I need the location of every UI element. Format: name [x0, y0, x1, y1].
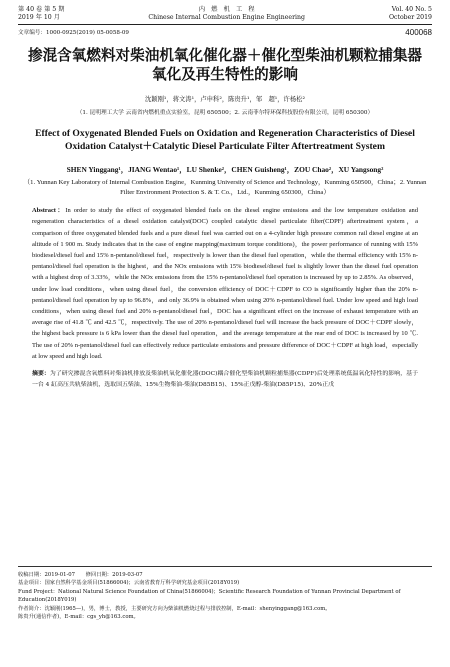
- journal-name-en: Chinese Internal Combustion Engine Engineering: [148, 14, 305, 21]
- header-left: [18, 6, 64, 22]
- fund-cn: 基金项目：国家自然科学基金项目(51866004)；云南省教育厅科学研究基金项目(2018Y019): [18, 580, 240, 587]
- abstract-label: Abstract：: [32, 207, 66, 215]
- abstract-text: In order to study the effect of oxygenated blended fuels on the diesel engine emissions and the low temperature oxidation and regeneration characteristics of a diesel oxidation catalyst(DOC) coupled catalytic diesel particulate filter(CDPF) aftertreatment system，a comparison of three oxygenated blended fuels and a pure diesel fuel was carried out on a 4-cylinder high pressure common rail diesel engine at an altitude of 1 900 m. Study indicates that in the case of engine mapping(maximum torque conditions)，the power performance of running with 15% biodiesel/diesel fuel and 15% n-pentanol/diesel fuel，respectively is lower than the diesel fuel operation，while the thermal efficiency with 15% n-pentanol/diesel fuel operation is the highest，and the NOx emissions with 15% biodiesel/diesel fuel is slightly lower than the diesel fuel operation with a highest drop of 3.33%，while the NOx emissions from the 15% n-pentanol/diesel fuel operation is increased by up to 2.85%. As observed，under low load conditions，when using diesel fuel，the conversion efficiency of DOC＋CDPF to CO is significantly higher than the 20% n-pentanol/diesel fuel operation by up to 96.8%，and only 36.9% is obtained when using 20% n-pentanol/diesel fuel. Under low speed and high load conditions，when using diesel fuel and 20% n-pentanol/diesel fuel，DOC has a significant effect on the increase of exhaust temperature with an average rise of 41.8 ℃ and 42.5 ℃，respectively. The use of 20% n-pentanol/diesel fuel will increase the back pressure of DOC＋CDPF slowly，the highest back pressure is 6 kPa lower than the diesel fuel operation，and the average temperature at the rear end of DOC is increased by 10 ℃. The use of 20% n-pentanol/diesel fuel can effectively reduce particulate emissions and pressure difference of DOC＋CDPF at high load，especially at low speed and high load.: [32, 207, 418, 360]
- journal-name-cn: 内 燃 机 工 程: [198, 6, 255, 13]
- chinese-abstract-text: 为了研究掺混含氧燃料对柴油机排放及柴油机氧化催化器(DOC)耦合催化型柴油机颗粒捕集器(CDPF)后处理系统低温氧化特性的影响，基于一台 4 缸高压共轨柴油机，选取国五柴油、15%生物柴油-柴油(D85B15)、15%正戊醇-柴油(D85P15)、20%正戊: [32, 371, 418, 389]
- fund-en: Fund Project：National Natural Science Foundation of China(51866004)；Scientific Research Foundation of Yunnan Provincial Department of Education(2018Y019): [18, 588, 401, 604]
- volume-issue-en: Vol. 40 No. 5: [391, 6, 432, 13]
- volume-issue-cn: 第 40 卷 第 5 期: [18, 6, 65, 13]
- chinese-abstract-label: 摘要：: [32, 371, 50, 378]
- header-right: [389, 6, 432, 22]
- date-en: October 2019: [388, 14, 432, 21]
- english-affiliation: （1. Yunnan Key Laboratory of Internal Combustion Engine，Kunming University of Science and Technology，Kunming 650500，China；2. Yunnan Filter Environment Protection S. & T. Co.，Ltd.，Kunming 650300，China）: [23, 179, 427, 196]
- header-rule: [18, 24, 432, 25]
- chinese-authors: 沈颖刚¹，蒋文涛¹，卢申科²，陈贵升¹，邹 超¹，许杨松²: [145, 96, 305, 103]
- chinese-affiliation: （1. 昆明理工大学 云南省内燃机重点实验室，昆明 650500；2. 云南菲尔特环保科技股份有限公司，昆明 650300）: [76, 110, 374, 116]
- running-header: [18, 0, 432, 22]
- english-abstract: [32, 205, 418, 362]
- date-cn: 2019 年 10 月: [18, 14, 60, 21]
- corresponding-author: 陈贵升(通信作者)，E-mail：cgs_yh@163.com。: [18, 614, 139, 621]
- author-bio: 作者简介：沈颖刚(1965—)，男，博士，教授，主要研究方向为柴油机燃烧过程与排放控制，E-mail：shenyinggang@163.com。: [18, 605, 331, 612]
- header-center: [148, 6, 305, 22]
- article-code: 400068: [405, 28, 432, 37]
- chinese-title: 掺混含氧燃料对柴油机氧化催化器＋催化型柴油机颗粒捕集器氧化及再生特性的影响: [27, 47, 423, 83]
- english-title: Effect of Oxygenated Blended Fuels on Oxidation and Regeneration Characteristics of Diesel Oxidation Catalyst＋Catalytic Diesel Particulate Filter Aftertreatment System: [35, 128, 415, 152]
- english-authors: SHEN Yinggang¹，JIANG Wentao¹，LU Shenke²，CHEN Guisheng¹，ZOU Chao²，XU Yangsong²: [66, 165, 384, 174]
- chinese-abstract: [32, 369, 418, 391]
- article-number: 文章编号：1000-0925(2019) 05-0058-09: [18, 30, 129, 36]
- article-meta: [18, 28, 432, 37]
- received-dates: 收稿日期：2019-01-07 修回日期：2019-03-07: [18, 572, 143, 578]
- footnotes: [18, 566, 432, 621]
